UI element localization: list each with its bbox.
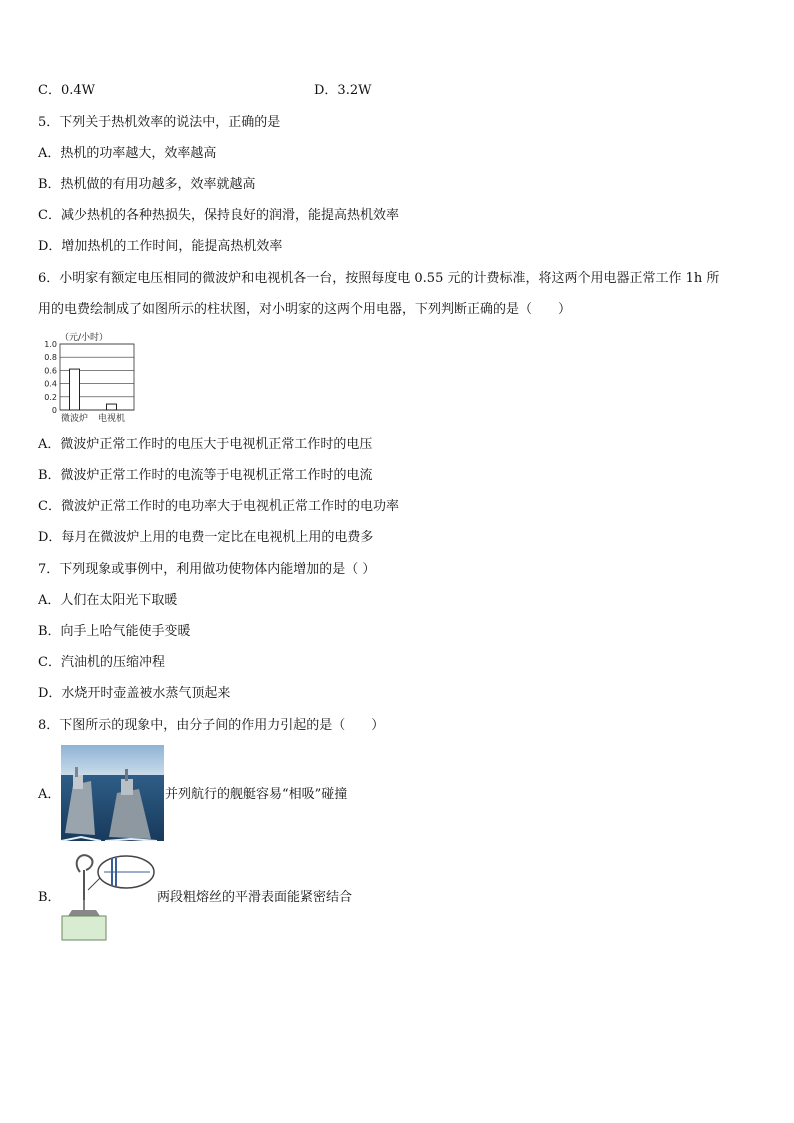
q6-bar-chart	[36, 330, 146, 426]
q5-option-c: C．减少热机的各种热损失，保持良好的润滑，能提高热机效率	[38, 208, 399, 223]
q6-option-c: C．微波炉正常工作时的电功率大于电视机正常工作时的电功率	[38, 499, 399, 514]
q6-stem-line1: 6．小明家有额定电压相同的微波炉和电视机各一台，按照每度电 0.55 元的计费标准，将这两个用电器正常工作 1h 所	[38, 271, 720, 286]
q7-option-a: A．人们在太阳光下取暖	[38, 593, 178, 608]
y-tick-label: 0.6	[44, 366, 57, 376]
y-tick-label: 0.8	[44, 353, 57, 363]
fuse-wire-image	[58, 850, 156, 942]
q7-option-b: B．向手上哈气能使手变暖	[38, 624, 191, 639]
q4-option-d: D．3.2W	[314, 83, 372, 98]
q8-option-a-text: 并列航行的舰艇容易“相吸”碰撞	[165, 787, 348, 802]
q5-option-a: A．热机的功率越大，效率越高	[38, 146, 217, 161]
x-category-label: 电视机	[97, 414, 126, 424]
q6-option-a: A．微波炉正常工作时的电压大于电视机正常工作时的电压	[38, 437, 373, 452]
q7-stem: 7．下列现象或事例中，利用做功使物体内能增加的是（ ）	[38, 562, 376, 577]
q5-option-d: D．增加热机的工作时间，能提高热机效率	[38, 239, 283, 254]
bar-1	[107, 404, 117, 410]
y-tick-label: 1.0	[44, 340, 57, 349]
chart-title: （元/小时）	[60, 333, 109, 343]
warship-photo	[61, 745, 164, 841]
q5-stem: 5．下列关于热机效率的说法中，正确的是	[38, 115, 281, 130]
y-tick-label: 0.4	[44, 379, 57, 389]
x-category-label: 微波炉	[60, 414, 89, 424]
bar-chart-svg	[36, 330, 146, 426]
q8-option-a-letter: A．	[38, 787, 61, 802]
q4-option-c: C．0.4W	[38, 83, 95, 98]
q8-option-b-text: 两段粗熔丝的平滑表面能紧密结合	[157, 890, 353, 905]
q6-option-b: B．微波炉正常工作时的电流等于电视机正常工作时的电流	[38, 468, 373, 483]
q7-option-d: D．水烧开时壶盖被水蒸气顶起来	[38, 686, 231, 701]
q6-option-d: D．每月在微波炉上用的电费一定比在电视机上用的电费多	[38, 530, 374, 545]
q7-option-c: C．汽油机的压缩冲程	[38, 655, 165, 670]
y-tick-label: 0	[51, 406, 57, 415]
bar-0	[70, 369, 80, 410]
q8-option-b-letter: B．	[38, 890, 61, 905]
q5-option-b: B．热机做的有用功越多，效率就越高	[38, 177, 256, 192]
q6-stem-line2: 用的电费绘制成了如图所示的柱状图，对小明家的这两个用电器，下列判断正确的是（ ）	[38, 302, 572, 317]
q8-stem: 8．下图所示的现象中，由分子间的作用力引起的是（ ）	[38, 718, 385, 733]
y-tick-label: 0.2	[44, 392, 57, 402]
